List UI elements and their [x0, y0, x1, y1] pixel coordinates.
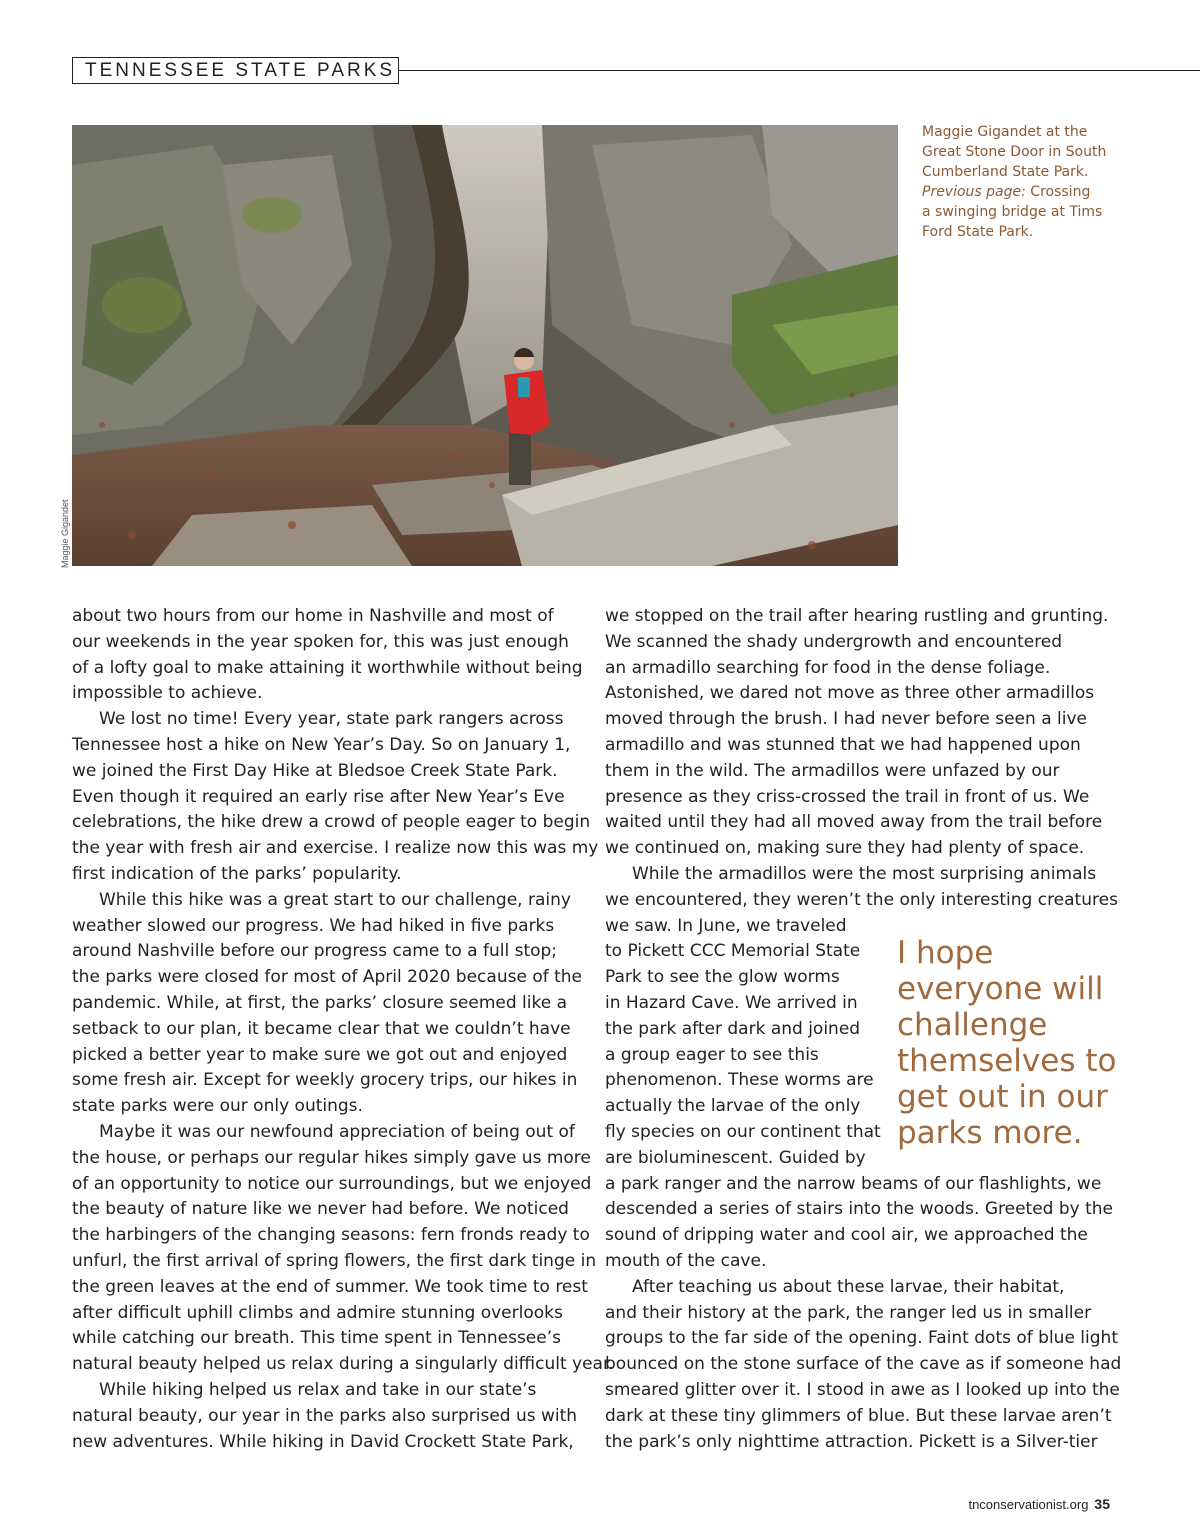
- text-line: bounced on the stone surface of the cave as if someone had: [605, 1354, 1122, 1375]
- caption-line: Maggie Gigandet at the: [922, 124, 1088, 140]
- text-line: after difficult uphill climbs and admire stunning overlooks: [72, 1302, 563, 1323]
- pull-quote: [897, 935, 1127, 1151]
- caption-italic-lead: Previous page:: [922, 184, 1026, 200]
- pull-quote-line: get out in our: [897, 1079, 1108, 1115]
- text-line: presence as they criss-crossed the trail in front of us. We: [605, 786, 1090, 807]
- photo-caption: [922, 122, 1122, 242]
- text-line: pandemic. While, at first, the parks’ closure seemed like a: [72, 992, 568, 1013]
- text-line: natural beauty, our year in the parks also surprised us with: [72, 1405, 578, 1426]
- text-line: some fresh air. Except for weekly grocery trips, our hikes in: [72, 1070, 578, 1091]
- text-line: setback to our plan, it became clear that we couldn’t have: [72, 1018, 571, 1039]
- text-line: the harbingers of the changing seasons: fern fronds ready to: [72, 1225, 590, 1246]
- text-line: we saw. In June, we traveled: [605, 915, 847, 936]
- text-line: We lost no time! Every year, state park rangers across: [99, 709, 564, 730]
- text-line: the beauty of nature like we never had before. We noticed: [72, 1199, 569, 1220]
- text-line: we stopped on the trail after hearing rustling and grunting.: [605, 606, 1109, 626]
- hiker-photo: [72, 125, 898, 566]
- text-line: an armadillo searching for food in the dense foliage.: [605, 657, 1051, 678]
- text-line: around Nashville before our progress came to a full stop;: [72, 941, 558, 962]
- text-line: first indication of the parks’ popularity.: [72, 863, 402, 884]
- text-line: the park’s only nighttime attraction. Pickett is a Silver-tier: [605, 1431, 1098, 1452]
- text-line: we joined the First Day Hike at Bledsoe Creek State Park.: [72, 760, 558, 781]
- text-line: sound of dripping water and cool air, we approached the: [605, 1225, 1088, 1246]
- text-line: mouth of the cave.: [605, 1250, 767, 1271]
- text-line: unfurl, the first arrival of spring flowers, the first dark tinge in: [72, 1250, 597, 1271]
- text-line: dark at these tiny glimmers of blue. But these larvae aren’t: [605, 1405, 1112, 1426]
- page-number: 35: [1094, 1496, 1110, 1512]
- text-line: a park ranger and the narrow beams of our flashlights, we: [605, 1173, 1102, 1194]
- text-line: we encountered, they weren’t the only interesting creatures: [605, 889, 1118, 910]
- text-line: While hiking helped us relax and take in our state’s: [99, 1379, 537, 1400]
- text-line: Tennessee host a hike on New Year’s Day. So on January 1,: [72, 734, 571, 755]
- pull-quote-line: challenge: [897, 1007, 1048, 1043]
- caption-line: [922, 182, 1122, 202]
- text-line: descended a series of stairs into the woods. Greeted by the: [605, 1199, 1114, 1220]
- text-line: in Hazard Cave. We arrived in: [605, 992, 858, 1013]
- text-line: armadillo and was stunned that we had happened upon: [605, 734, 1081, 755]
- text-line: the park after dark and joined: [605, 1018, 861, 1039]
- site-url: tnconservationist.org: [968, 1497, 1089, 1512]
- text-line: While the armadillos were the most surprising animals: [632, 863, 1097, 884]
- text-line: Maybe it was our newfound appreciation of being out of: [99, 1121, 575, 1142]
- text-line: of an opportunity to notice our surroundings, but we enjoyed: [72, 1173, 592, 1194]
- text-line: state parks were our only outings.: [72, 1096, 363, 1117]
- text-line: to Pickett CCC Memorial State: [605, 941, 861, 962]
- caption-line: Great Stone Door in South: [922, 144, 1107, 160]
- text-line: the parks were closed for most of April 2020 because of the: [72, 967, 583, 988]
- section-header: TENNESSEE STATE PARKS: [72, 57, 399, 84]
- text-line: groups to the far side of the opening. Faint dots of blue light: [605, 1328, 1118, 1349]
- caption-line-rest: Crossing: [1025, 184, 1091, 200]
- text-line: weather slowed our progress. We had hiked in five parks: [72, 915, 555, 936]
- text-line: the house, or perhaps our regular hikes simply gave us more: [72, 1147, 591, 1168]
- text-line: are bioluminescent. Guided by: [605, 1147, 866, 1168]
- text-line: moved through the brush. I had never before seen a live: [605, 709, 1087, 730]
- text-line: fly species on our continent that: [605, 1121, 881, 1142]
- text-line: smeared glitter over it. I stood in awe as I looked up into the: [605, 1379, 1120, 1400]
- text-line: new adventures. While hiking in David Crockett State Park,: [72, 1431, 574, 1452]
- pull-quote-line: parks more.: [897, 1115, 1083, 1151]
- text-line: and their history at the park, the ranger led us in smaller: [605, 1302, 1092, 1323]
- text-line: After teaching us about these larvae, their habitat,: [632, 1276, 1065, 1297]
- page-footer: [900, 1496, 1110, 1512]
- text-line: natural beauty helped us relax during a singularly difficult year.: [72, 1354, 614, 1375]
- text-line: while catching our breath. This time spent in Tennessee’s: [72, 1328, 561, 1349]
- text-line: we continued on, making sure they had plenty of space.: [605, 838, 1085, 859]
- text-line: waited until they had all moved away from the trail before: [605, 812, 1103, 833]
- text-line: Astonished, we dared not move as three other armadillos: [605, 683, 1095, 704]
- caption-line: Ford State Park.: [922, 224, 1034, 240]
- text-line: Park to see the glow worms: [605, 967, 840, 988]
- text-line: the green leaves at the end of summer. We took time to rest: [72, 1276, 588, 1297]
- text-line: them in the wild. The armadillos were unfazed by our: [605, 760, 1060, 781]
- text-line: While this hike was a great start to our challenge, rainy: [99, 889, 571, 910]
- text-line: actually the larvae of the only: [605, 1096, 861, 1117]
- caption-line: a swinging bridge at Tims: [922, 204, 1103, 220]
- text-line: phenomenon. These worms are: [605, 1070, 874, 1091]
- text-line: Even though it required an early rise after New Year’s Eve: [72, 786, 565, 807]
- pull-quote-line: I hope: [897, 935, 994, 971]
- text-line: the year with fresh air and exercise. I realize now this was my: [72, 838, 599, 859]
- text-line: a group eager to see this: [605, 1044, 819, 1065]
- text-line: picked a better year to make sure we got out and enjoyed: [72, 1044, 568, 1065]
- text-line: We scanned the shady undergrowth and encountered: [605, 631, 1063, 652]
- pull-quote-line: themselves to: [897, 1043, 1117, 1079]
- photo-credit: Maggie Gigandet: [60, 499, 70, 568]
- text-line: impossible to achieve.: [72, 683, 263, 704]
- text-line: our weekends in the year spoken for, this was just enough: [72, 631, 569, 652]
- text-line: about two hours from our home in Nashville and most of: [72, 606, 554, 626]
- article-column-left: [72, 604, 614, 1455]
- pull-quote-line: everyone will: [897, 971, 1104, 1007]
- header-rule: [399, 70, 1200, 71]
- text-line: of a lofty goal to make attaining it worthwhile without being: [72, 657, 583, 678]
- caption-line: Cumberland State Park.: [922, 164, 1089, 180]
- text-line: celebrations, the hike drew a crowd of people eager to begin: [72, 812, 591, 833]
